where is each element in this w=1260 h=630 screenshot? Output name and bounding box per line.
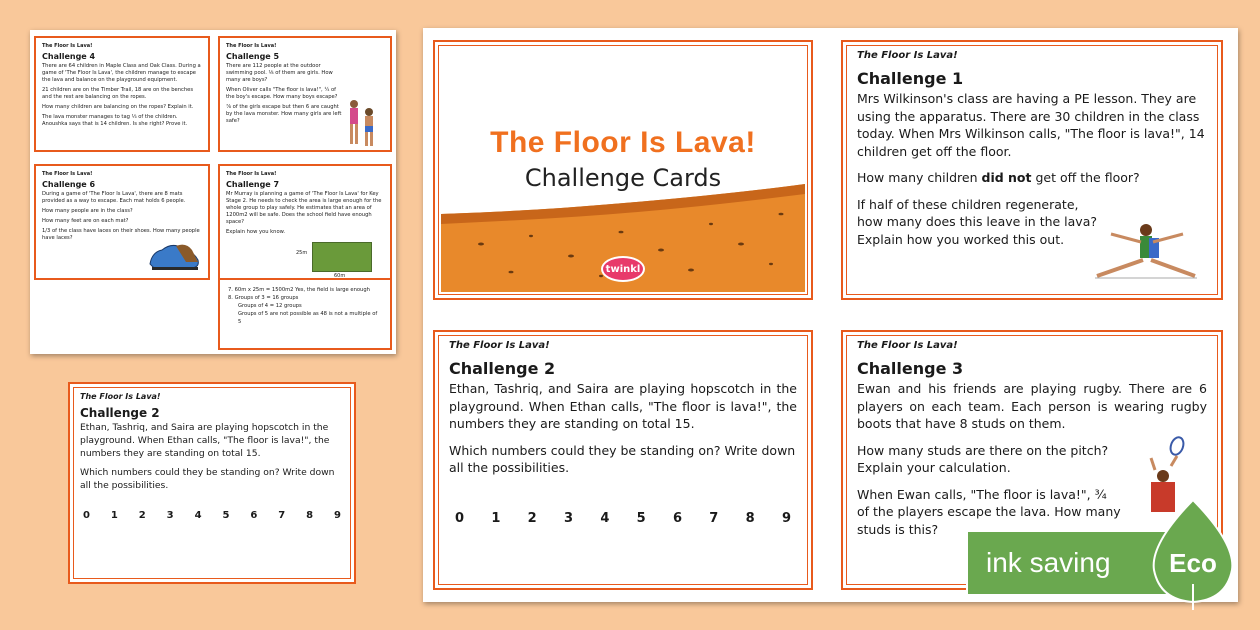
number: 2 [138, 510, 146, 521]
number: 8 [306, 510, 314, 521]
twinkl-logo: twinkl [601, 256, 645, 282]
card-title: Challenge 4 [42, 52, 96, 61]
challenge-6-card [34, 164, 210, 280]
card-header: The Floor Is Lava! [226, 171, 277, 177]
card-title: Challenge 5 [226, 52, 280, 61]
card-text: How many feet are on each mat? [42, 218, 129, 224]
number: 8 [745, 510, 755, 526]
challenge-7-card [218, 164, 392, 280]
card-text: When Oliver calls "The floor is lava!", ¼ of the boy's escape. How many boys escape? [226, 87, 338, 100]
number: 7 [709, 510, 719, 526]
card-text: How many studs are there on the pitch? Explain your calculation. [857, 442, 1109, 475]
number: 5 [636, 510, 646, 526]
card-text: Ethan, Tashriq, and Saira are playing hopscotch in the playground. When Ethan calls, "The floor is lava!", the numbers they are standing on total 15. [80, 422, 330, 459]
hopscotch-numbers [80, 510, 344, 521]
number: 9 [781, 510, 791, 526]
number: 4 [194, 510, 202, 521]
number: 1 [491, 510, 501, 526]
card-text: How many people are in the class? [42, 208, 133, 214]
card-title: Challenge 3 [857, 359, 964, 378]
shoe-illustration [146, 238, 202, 272]
answer-line: Groups of 4 = 12 groups [238, 303, 302, 309]
question-emphasis: did not [981, 170, 1032, 185]
eco-label: Eco [1169, 548, 1217, 578]
number: 7 [278, 510, 286, 521]
card-text: During a game of 'The Floor Is Lava', there are 8 mats provided as a way to escape. Each mat holds 6 people. [42, 191, 186, 204]
number: 9 [334, 510, 341, 521]
card-text: Which numbers could they be standing on? Write down all the possibilities. [449, 442, 796, 475]
field-width-label: 60m [334, 273, 346, 279]
card-title: Challenge 6 [42, 180, 96, 189]
card-title: Challenge 1 [857, 69, 964, 88]
card-text: Mr Murray is planning a game of 'The Floor Is Lava' for Key Stage 2. He needs to check the area is large enough for the whole group to play safely. He estimates that an area of 1200m2 will be safe. Does the school field have enough space? [226, 191, 382, 225]
number: 0 [455, 510, 465, 526]
number: 0 [83, 510, 90, 521]
card-title: Challenge 7 [226, 180, 280, 189]
number: 4 [600, 510, 610, 526]
number: 6 [672, 510, 683, 526]
answer-line: 8. Groups of 3 = 16 groups [228, 295, 299, 301]
answer-line: Groups of 5 are not possible as 48 is not a multiple of 5 [238, 311, 378, 325]
gymnasts-illustration [1091, 220, 1201, 286]
answer-line: 7. 60m x 25m = 1500m2 Yes, the field is large enough [228, 287, 370, 293]
card-header: The Floor Is Lava! [449, 340, 550, 351]
number: 3 [166, 510, 174, 521]
card-header: The Floor Is Lava! [42, 171, 93, 177]
number: 2 [527, 510, 537, 526]
hopscotch-numbers [449, 511, 797, 526]
card-header: The Floor Is Lava! [42, 43, 93, 49]
challenge-2-card [433, 330, 813, 590]
card-text: Mrs Wilkinson's class are having a PE lesson. They are using the apparatus. There are 30 children in the class today. When Mrs Wilkinson calls, "The floor is lava!", 14 children get off the floor. [857, 91, 1205, 159]
card-text: If half of these children regenerate, how many does this leave in the lava? Explain how you worked this out. [857, 196, 1098, 247]
card-header: The Floor Is Lava! [226, 43, 277, 49]
card-text: How many children are balancing on the ropes? Explain it. [42, 104, 194, 110]
cover-subtitle: Challenge Cards [524, 164, 722, 192]
card-text [857, 169, 1207, 187]
cover-title: The Floor Is Lava! [490, 126, 756, 159]
standalone-challenge-2-card [68, 382, 356, 584]
challenge-1-card [841, 40, 1223, 300]
card-text: Which numbers could they be standing on? Write down all the possibilities. [80, 467, 335, 491]
card-text: There are 64 children in Maple Class and Oak Class. During a game of 'The Floor Is Lava', the children manage to escape the lava and balance on the playground equipment. [42, 63, 201, 83]
field-height-label: 25m [296, 250, 308, 256]
cover-card [433, 40, 813, 300]
number: 1 [110, 510, 118, 521]
card-text: Ethan, Tashriq, and Saira are playing hopscotch in the playground. When Ethan calls, "The floor is lava!", the numbers they are standing on total 15. [449, 381, 797, 431]
card-header: The Floor Is Lava! [857, 340, 958, 351]
answers-strip [218, 280, 392, 350]
card-text: Ewan and his friends are playing rugby. There are 6 players on each team. Each person is wearing rugby boots that have 8 studs on them. [857, 381, 1207, 431]
card-title: Challenge 2 [449, 359, 556, 378]
card-text: ⅞ of the girls escape but then 6 are caught by the lava monster. How many girls are left safe? [226, 104, 342, 124]
card-text: The lava monster manages to tag ⅓ of the children. Anoushka says that is 14 children. Is she right? Prove it. [42, 114, 188, 127]
card-text: There are 112 people at the outdoor swimming pool. ⅛ of them are girls. How many are boys? [226, 63, 333, 83]
question-text: get off the floor? [1031, 170, 1140, 185]
number: 5 [222, 510, 230, 521]
front-sheet [423, 28, 1238, 602]
card-text: 21 children are on the Timber Trail, 18 are on the benches and the rest are balancing on the ropes. [42, 87, 194, 100]
number: 6 [250, 510, 258, 521]
challenge-4-card [34, 36, 210, 152]
card-text: 1/3 of the class have laces on their shoes. How many people have laces? [42, 228, 200, 241]
eco-leaf-icon [1140, 498, 1246, 610]
card-header: The Floor Is Lava! [857, 50, 958, 61]
ink-saving-label: ink saving [986, 547, 1111, 578]
card-header: The Floor Is Lava! [80, 392, 161, 401]
card-text: Explain how you know. [226, 229, 286, 235]
back-sheet [30, 30, 396, 354]
school-field-illustration [312, 242, 372, 272]
number: 3 [563, 510, 574, 526]
card-title: Challenge 2 [80, 406, 160, 420]
card-text: When Ewan calls, "The floor is lava!", ¾ of the players escape the lava. How many studs is this? [857, 486, 1121, 537]
question-text: How many children [857, 170, 982, 185]
challenge-5-card [218, 36, 392, 152]
swimmers-illustration [344, 98, 380, 150]
